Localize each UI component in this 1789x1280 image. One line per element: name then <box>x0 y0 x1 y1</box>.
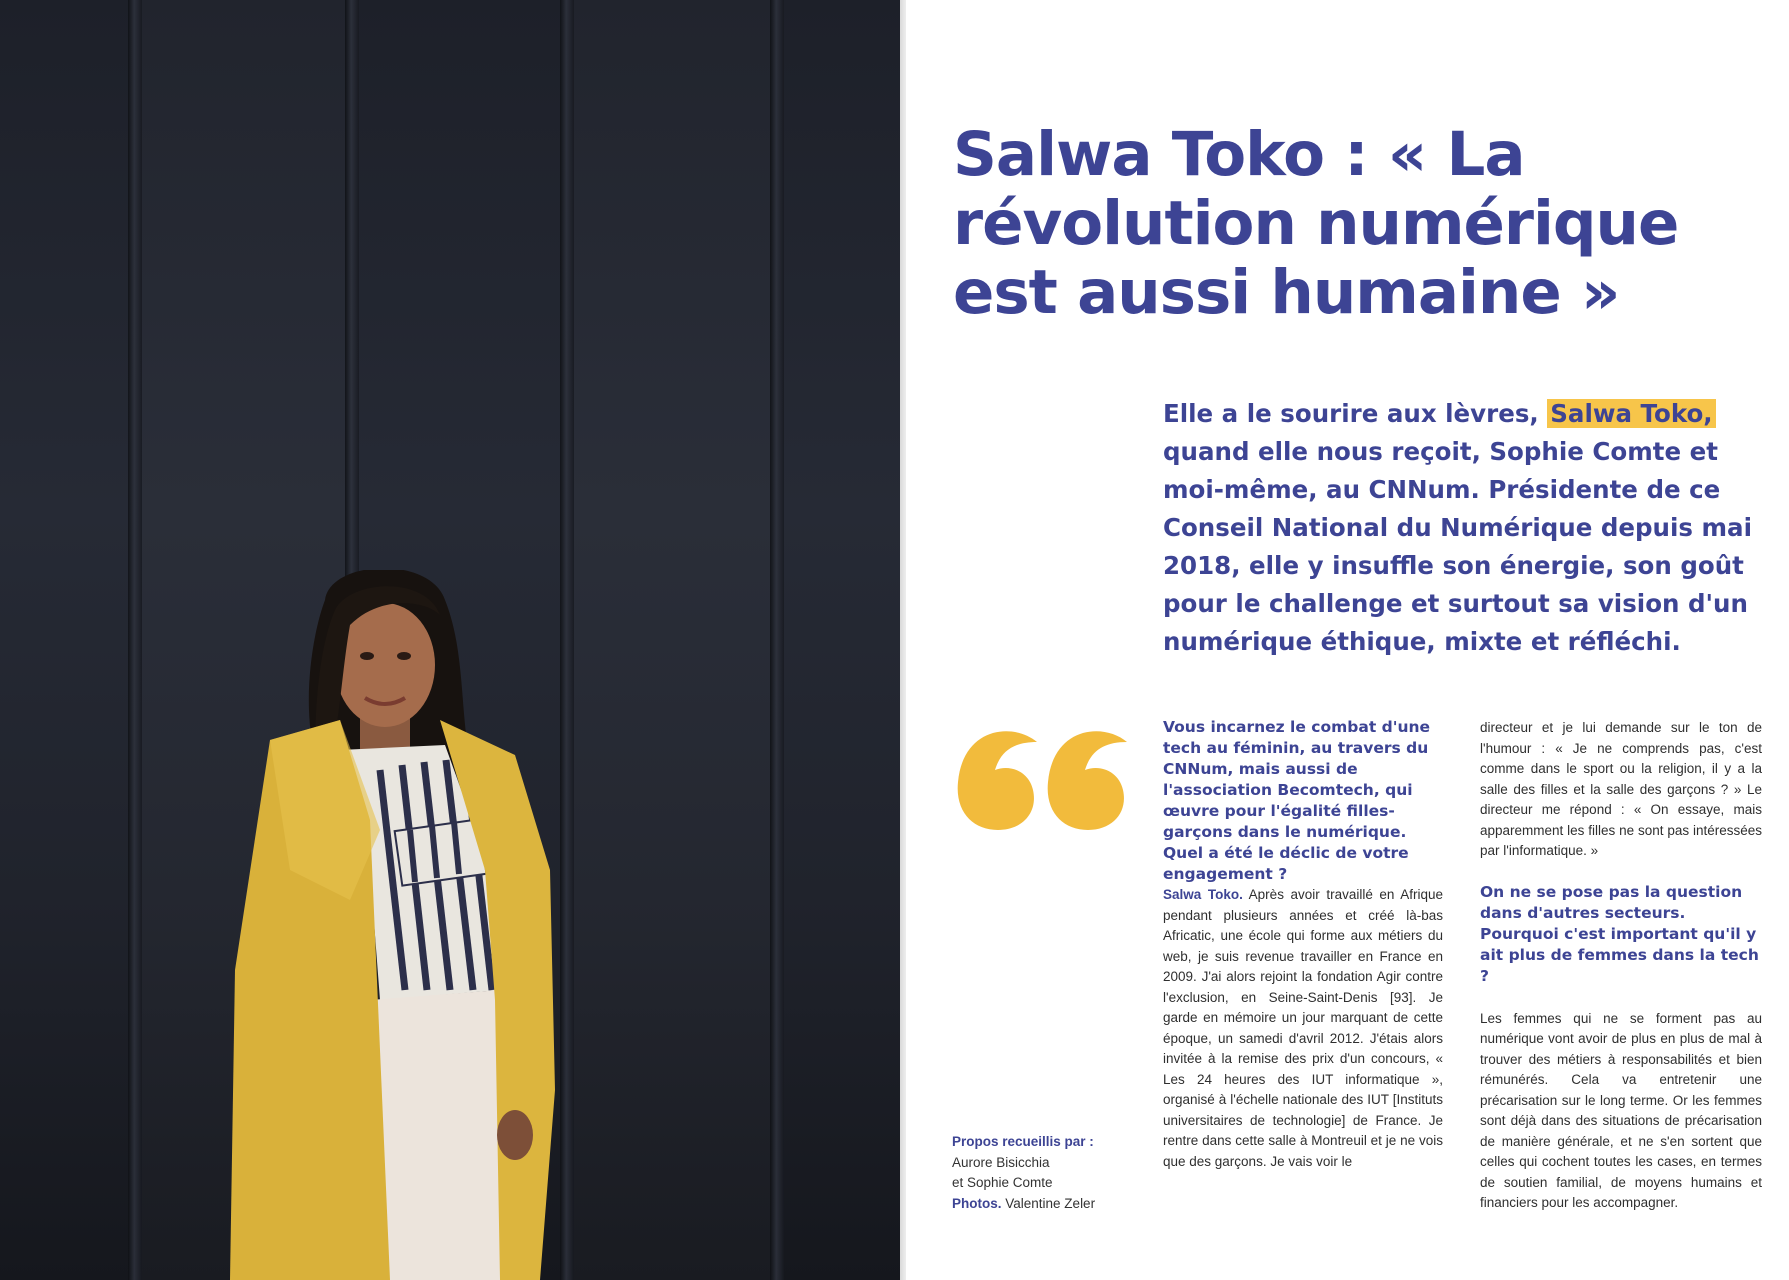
title-line: est aussi humaine » <box>953 257 1620 328</box>
portrait-person <box>230 570 630 1280</box>
article-title <box>953 120 1713 327</box>
title-line: Salwa Toko : « La <box>953 119 1525 190</box>
lead-text: Elle a le sourire aux lèvres, <box>1163 399 1539 428</box>
article-column-1 <box>1163 717 1443 1172</box>
interview-answer <box>1163 885 1443 1172</box>
credits-name: Aurore Bisicchia <box>952 1154 1050 1170</box>
credits-name: et Sophie Comte <box>952 1175 1053 1190</box>
answer-speaker: Salwa Toko. <box>1163 887 1243 902</box>
answer-text: Après avoir travaillé en Afrique pendant plusieurs années et créé là-bas Africatic, une école qui forme aux métiers du web, je suis revenue travailler en France en 2009. J'ai alors rejoint la fondation Agir contre l'exclusion, en Seine-Saint-Denis [93]. Je garde en mémoire un jour marquant de cette époque, un samedi d'avril 2012. J'étais alors invitée à la remise des prix d'un concours, « Les 24 heures des IUT informatique », organisé à l'échelle nationale des IUT [Instituts universitaires de technologie] de France. Je rentre dans cette salle à Montreuil et je ne vois que des garçons. Je vais voir le <box>1163 887 1444 1169</box>
credits-interview-label: Propos recueillis par : <box>952 1134 1094 1149</box>
credits-photographer: Valentine Zeler <box>1005 1195 1096 1211</box>
interview-answer-continued: directeur et je lui demande sur le ton de l'humour : « Je ne comprends pas, c'est comme dans le sport ou la religion, il y a la salle des filles et la salle des garçons ? » Le directeur me répond : « On essaye, mais apparemment les filles ne sont pas intéressées par l'informatique. » <box>1480 720 1762 858</box>
credits-photos-label: Photos. <box>952 1195 1002 1211</box>
title-line: révolution numérique <box>953 188 1679 259</box>
interview-question: Vous incarnez le combat d'une tech au féminin, au travers du CNNum, mais aussi de l'association Becomtech, qui œuvre pour l'égalité filles-garçons dans le numérique. Quel a été le déclic de votre engagement ? <box>1163 718 1431 883</box>
article-page <box>906 0 1789 1280</box>
lead-highlighted-name: Salwa Toko, <box>1547 399 1715 428</box>
article-lead <box>1163 395 1773 661</box>
lead-text: quand elle nous reçoit, Sophie Comte et moi-même, au CNNum. Présidente de ce Conseil National du Numérique depuis mai 2018, elle y insuffle son énergie, son goût pour le challenge et surtout sa vision d'un numérique éthique, mixte et réfléchi. <box>1163 437 1752 656</box>
credits <box>952 1132 1152 1214</box>
wall-panel-groove <box>770 0 784 1280</box>
opening-quote-icon <box>953 712 1129 832</box>
wall-panel-groove <box>128 0 142 1280</box>
interview-question: On ne se pose pas la question dans d'autres secteurs. Pourquoi c'est important qu'il y ait plus de femmes dans la tech ? <box>1480 882 1759 985</box>
article-column-2 <box>1480 718 1762 1214</box>
interview-answer: Les femmes qui ne se forment pas au numérique vont avoir de plus en plus de mal à trouver des métiers à responsabilités et bien rémunérés. Cela va entretenir une précarisation sur le long terme. Or les femmes sont déjà dans des situations de précarisation de manière générale, et ne s'en sortent que celles qui cochent toutes les cases, en termes de soutien familial, de moyens humains et financiers pour les accompagner. <box>1480 1010 1762 1210</box>
